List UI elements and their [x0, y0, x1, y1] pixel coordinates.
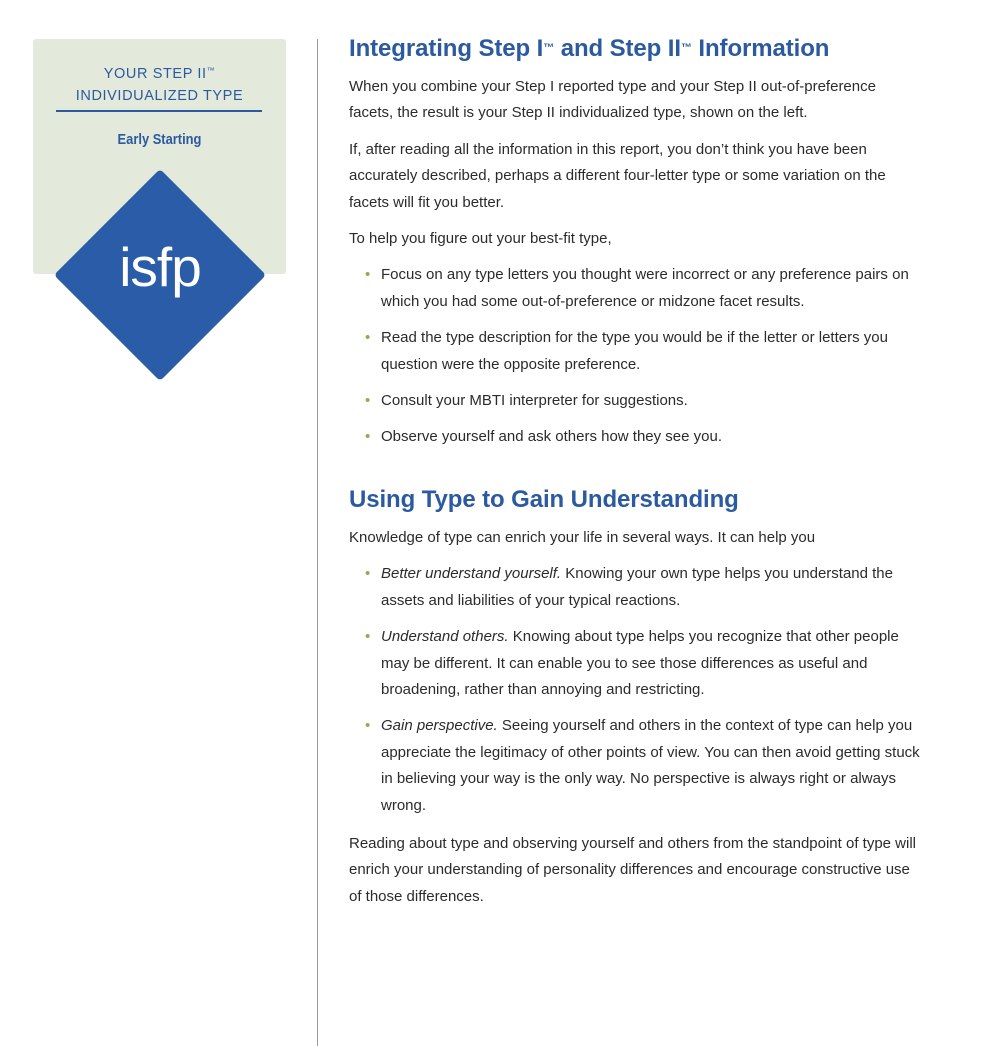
- bullet-dot-icon: •: [365, 266, 371, 284]
- sidebar-title-line2: INDIVIDUALIZED TYPE: [75, 88, 244, 104]
- list-item-text: Knowing about type helps you recognize that other people may be different. It can enable you to see those differences as useful and broadening, rather than annoying and restricting.: [381, 628, 899, 698]
- list-item: [349, 561, 929, 614]
- bullet-dot-icon: •: [365, 392, 371, 410]
- trademark-mark: ™: [680, 42, 692, 54]
- list-item-lead: Gain perspective.: [381, 717, 498, 735]
- section1-paragraph-2: If, after reading all the information in this report, you don’t think you have been accurately described, perhaps a different four-letter type or some variation on the facets will fit you better.: [349, 140, 886, 211]
- sidebar-title: [33, 63, 286, 107]
- bullet-dot-icon: •: [365, 628, 371, 646]
- section1-intro: To help you figure out your best-fit type,: [349, 230, 612, 248]
- list-item-text: Knowing your own type helps you understand the assets and liabilities of your typical reactions.: [381, 565, 893, 609]
- list-item-text: Seeing yourself and others in the context of type can help you appreciate the legitimacy of other points of view. You can then avoid getting stuck in believing your way is the only way. No perspective is always right or always wrong.: [381, 717, 920, 814]
- list-item-text: Observe yourself and ask others how they see you.: [381, 428, 723, 446]
- list-item: [349, 262, 929, 315]
- bullet-dot-icon: •: [365, 329, 371, 347]
- trademark-mark: ™: [206, 66, 216, 75]
- column-divider: [317, 39, 318, 1046]
- bullet-dot-icon: •: [365, 428, 371, 446]
- type-badge: [53, 168, 267, 382]
- sidebar-divider: [56, 110, 262, 112]
- sidebar-title-line1: YOUR STEP II: [103, 66, 207, 82]
- list-item: [349, 325, 921, 378]
- type-code: isfp: [119, 236, 201, 298]
- main-content: [349, 32, 929, 910]
- section1-heading: [349, 32, 929, 66]
- best-fit-list: [349, 262, 929, 450]
- list-item-lead: Better understand yourself.: [381, 565, 562, 583]
- section2-heading: Using Type to Gain Understanding: [349, 485, 739, 513]
- heading-text: and Step II: [554, 35, 681, 62]
- heading-text: Information: [691, 35, 830, 62]
- section2-closing: Reading about type and observing yourself and others from the standpoint of type will enrich your understanding of personality differences and encourage constructive use of those differences.: [349, 834, 917, 905]
- list-item: [349, 624, 921, 703]
- list-item: [349, 424, 929, 450]
- list-item-text: Consult your MBTI interpreter for suggestions.: [381, 392, 688, 410]
- understanding-list: [349, 561, 929, 819]
- list-item-text: Read the type description for the type you would be if the letter or letters you question were the opposite preference.: [381, 329, 888, 373]
- list-item: [349, 713, 926, 819]
- list-item-lead: Understand others.: [381, 628, 509, 646]
- list-item-text: Focus on any type letters you thought were incorrect or any preference pairs on which you had some out-of-preference or midzone facet results.: [381, 266, 909, 310]
- trademark-mark: ™: [543, 42, 555, 54]
- section2-intro: Knowledge of type can enrich your life in several ways. It can help you: [349, 528, 816, 546]
- list-item: [349, 388, 929, 414]
- bullet-dot-icon: •: [365, 565, 371, 583]
- section1-paragraph-1: When you combine your Step I reported type and your Step II out-of-preference facets, the result is your Step II individualized type, shown on the left.: [349, 78, 876, 122]
- sidebar-subtitle: Early Starting: [117, 131, 202, 148]
- heading-text: Integrating Step I: [349, 35, 544, 62]
- bullet-dot-icon: •: [365, 717, 371, 735]
